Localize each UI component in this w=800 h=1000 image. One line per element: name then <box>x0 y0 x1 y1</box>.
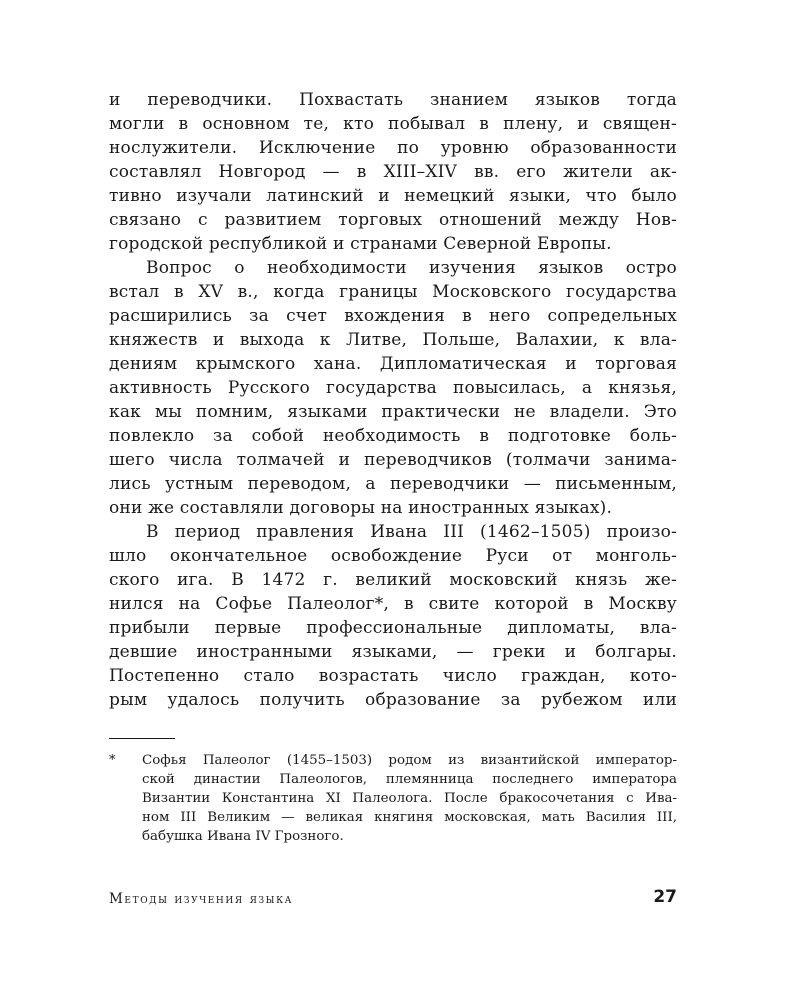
text-line: Вопрос о необходимости изучения языков остро <box>146 258 677 278</box>
text-line: княжеств и выхода к Литве, Польше, Валахии, к вла- <box>109 330 677 350</box>
text-line: нился на Софье Палеолог*, в свите которой в Москву <box>109 594 677 614</box>
text-line: девшие иностранными языками, — греки и болгары. <box>109 642 677 662</box>
text-line: Постепенно стало возрастать число граждан, кото- <box>109 666 677 686</box>
text-line: шло окончательное освобождение Руси от монголь- <box>109 546 677 566</box>
footnote-marker: * <box>109 753 116 768</box>
footnote-line: Софья Палеолог (1455–1503) родом из византийской император- <box>142 753 677 768</box>
text-line: рым удалось получить образование за рубежом или <box>109 690 677 710</box>
text-line: они же составляли договоры на иностранных языках). <box>109 498 613 518</box>
page-number: 27 <box>653 887 677 907</box>
footnote-body <box>142 751 677 846</box>
text-line: составлял Новгород — в XIII–XIV вв. его жители ак- <box>109 162 677 182</box>
footnote-line: бабушка Ивана IV Грозного. <box>142 829 344 844</box>
text-line: прибыли первые профессиональные дипломаты, вла- <box>109 618 677 638</box>
text-line: нослужители. Исключение по уровню образованности <box>109 138 677 158</box>
running-title: Методы изучения языка <box>109 891 294 907</box>
text-line: связано с развитием торговых отношений между Нов- <box>109 210 677 230</box>
text-line: повлекло за собой необходимость в подготовке боль- <box>109 426 677 446</box>
text-line: расширились за счет вхождения в него сопредельных <box>109 306 677 326</box>
text-line: встал в XV в., когда границы Московского государства <box>109 282 677 302</box>
text-line: как мы помним, языками практически не владели. Это <box>109 402 677 422</box>
text-line: тивно изучали латинский и немецкий языки, что было <box>109 186 677 206</box>
text-line: и переводчики. Похвастать знанием языков тогда <box>109 90 677 110</box>
main-text <box>109 88 677 712</box>
text-line: городской республикой и странами Северной Европы. <box>109 234 612 254</box>
footnote-line: ном III Великим — великая княгиня московская, мать Василия III, <box>142 810 677 825</box>
text-line: шего числа толмачей и переводчиков (толмачи занима- <box>109 450 677 470</box>
footnote-separator <box>109 738 175 739</box>
footnote-line: Византии Константина XI Палеолога. После бракосочетания с Ива- <box>142 791 677 806</box>
text-line: ского ига. В 1472 г. великий московский князь же- <box>109 570 677 590</box>
text-line: дениям крымского хана. Дипломатическая и торговая <box>109 354 677 374</box>
footnote-line: ской династии Палеологов, племянница последнего императора <box>142 772 677 787</box>
text-line: могли в основном те, кто побывал в плену, и священ- <box>109 114 677 134</box>
text-line: лись устным переводом, а переводчики — письменным, <box>109 474 677 494</box>
text-line: активность Русского государства повысилась, а князья, <box>109 378 677 398</box>
text-line: В период правления Ивана III (1462–1505) произо- <box>146 522 677 542</box>
